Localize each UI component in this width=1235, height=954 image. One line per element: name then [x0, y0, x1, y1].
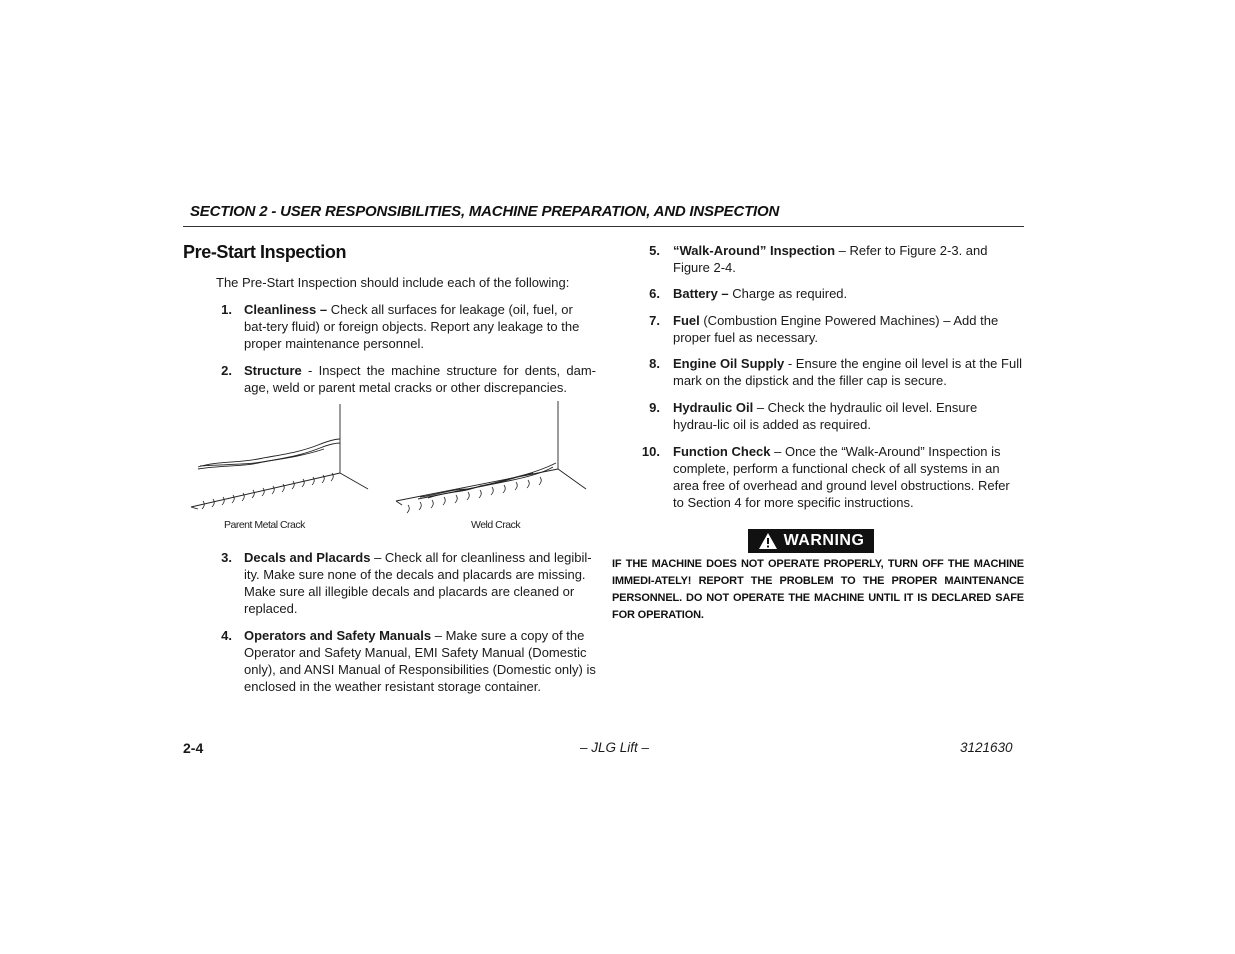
- item-number: 8.: [649, 356, 660, 371]
- item-body: [673, 443, 1023, 511]
- page-number: 2-4: [183, 740, 204, 756]
- item-text: – Make sure a copy of the Operator and Safety Manual, EMI Safety Manual (Domestic only), and ANSI Manual of Responsibilities (Domestic only) is enclosed in the weather resistant storage container.: [244, 628, 596, 694]
- item-number: 9.: [649, 400, 660, 415]
- item-title: Hydraulic Oil: [673, 400, 754, 415]
- item-number: 4.: [221, 628, 232, 643]
- item-number: 6.: [649, 286, 660, 301]
- item-text: Charge as required.: [728, 286, 848, 301]
- item-body: [673, 242, 1023, 276]
- header-divider: [183, 226, 1024, 227]
- item-number: 3.: [221, 550, 232, 565]
- item-title: Structure: [244, 363, 302, 378]
- item-title: Battery –: [673, 286, 729, 301]
- figure-caption-parent-metal-crack: Parent Metal Crack: [224, 519, 305, 531]
- crack-illustration: [188, 401, 594, 541]
- item-text: Check all surfaces for leakage (oil, fuel, or bat-tery fluid) or foreign objects. Report any leakage to the proper maintenance personnel.: [244, 302, 580, 351]
- figure-caption-weld-crack: Weld Crack: [471, 519, 521, 531]
- item-text: – Check the hydraulic oil level. Ensure hydrau-lic oil is added as required.: [673, 400, 978, 432]
- item-body: [673, 285, 1023, 302]
- section-header: SECTION 2 - USER RESPONSIBILITIES, MACHINE PREPARATION, AND INSPECTION: [190, 203, 780, 220]
- item-title: Fuel: [673, 313, 700, 328]
- item-number: 10.: [641, 444, 660, 459]
- item-body: [673, 312, 1023, 346]
- warning-triangle-icon: [758, 532, 778, 550]
- item-text: - Inspect the machine structure for dents, dam-age, weld or parent metal cracks or other discrepancies.: [244, 363, 596, 395]
- item-number: 7.: [649, 313, 660, 328]
- item-title: Function Check: [673, 444, 771, 459]
- item-body: [673, 399, 1023, 433]
- item-text: – Once the “Walk-Around” Inspection is complete, perform a functional check of all systems in an area free of overhead and ground level obstructions. Refer to Section 4 for more specific instructions.: [673, 444, 1010, 510]
- footer-brand: – JLG Lift –: [580, 740, 650, 755]
- page-title: Pre-Start Inspection: [183, 242, 347, 262]
- item-body: [673, 355, 1023, 389]
- item-title: Operators and Safety Manuals: [244, 628, 432, 643]
- item-text: (Combustion Engine Powered Machines) – Add the proper fuel as necessary.: [673, 313, 999, 345]
- item-body: [244, 362, 596, 396]
- item-title: Cleanliness –: [244, 302, 328, 317]
- item-text: – Refer to Figure 2-3. and Figure 2-4.: [673, 243, 988, 275]
- item-body: [244, 627, 596, 695]
- item-title: “Walk-Around” Inspection: [673, 243, 836, 258]
- item-text: – Check all for cleanliness and legibil-ity. Make sure none of the decals and placards are missing. Make sure all illegible decals and placards are cleaned or replaced.: [244, 550, 592, 616]
- warning-label: WARNING: [783, 532, 865, 549]
- item-text: - Ensure the engine oil level is at the Full mark on the dipstick and the filler cap is secure.: [673, 356, 1022, 388]
- warning-badge: [748, 529, 874, 553]
- item-body: [244, 301, 596, 352]
- document-number: 3121630: [960, 740, 1013, 755]
- item-number: 5.: [649, 243, 660, 258]
- item-body: [244, 549, 596, 617]
- warning-text: IF THE MACHINE DOES NOT OPERATE PROPERLY, TURN OFF THE MACHINE IMMEDI-ATELY! REPORT THE PROBLEM TO THE PROPER MAINTENANCE PERSONNEL. DO NOT OPERATE THE MACHINE UNTIL IT IS DECLARED SAFE FOR OPERATION.: [612, 558, 1024, 621]
- item-title: Decals and Placards: [244, 550, 371, 565]
- item-number: 1.: [221, 302, 232, 317]
- item-title: Engine Oil Supply: [673, 356, 785, 371]
- intro-text: The Pre-Start Inspection should include each of the following:: [216, 275, 570, 290]
- item-number: 2.: [221, 363, 232, 378]
